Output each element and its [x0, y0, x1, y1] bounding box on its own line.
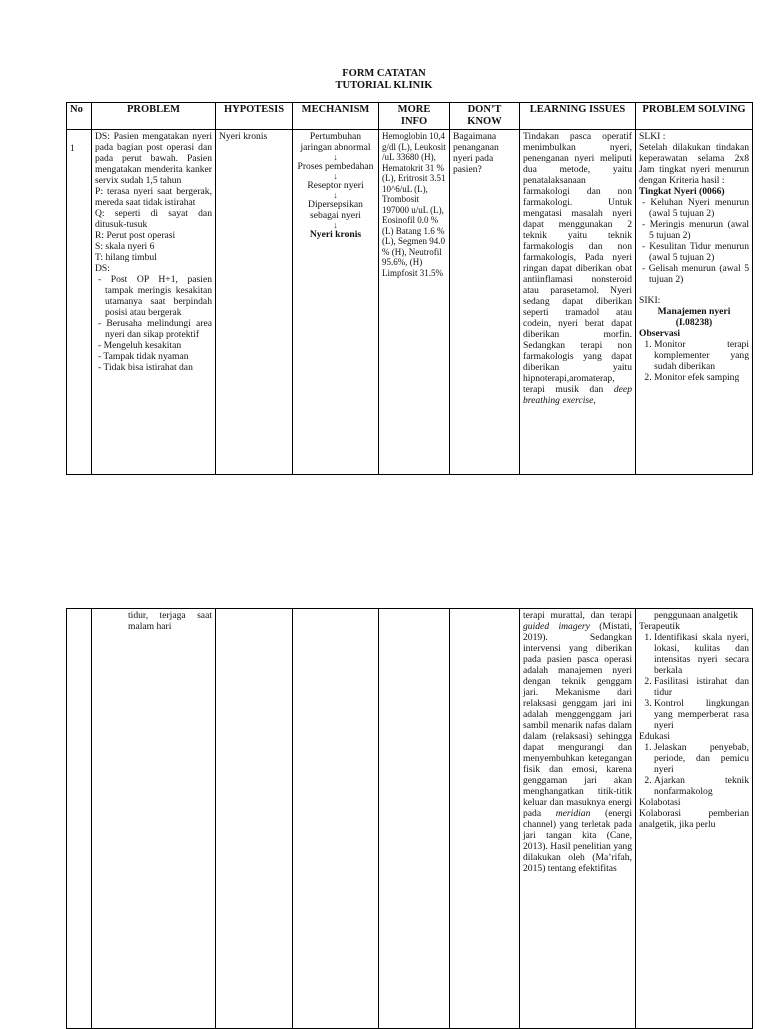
more-info-cell: Hemoglobin 10,4 g/dl (L), Leukosit /uL 33680 (H), Hematokrit 31 %(L), Eritrosit 3.51 10^6/uL (L), Trombosit 197000 u/uL (L), Eosinofil 0.0 % (L) Batang 1.6 % (L), Segmen 94.0 % (H), Neutrofil 95.6%, (H) Limpfosit 31.5% [379, 130, 450, 475]
problem-cell [92, 130, 216, 475]
problem-solving-cell-cont [636, 609, 753, 1029]
mechanism-step-4: Dipersepsikan sebagai nyeri [308, 199, 363, 221]
problem-cont-text: tidur, terjaga saat malam hari [128, 610, 212, 632]
observasi-item: 2. Monitor efek samping [654, 372, 749, 383]
learning-issues-cell [520, 130, 636, 475]
slki-label: SLKI : [639, 131, 666, 142]
learning-text-italic: deep breathing exercise, [523, 384, 632, 406]
dont-know-cell: Bagaimana penanganan nyeri pada pasien? [450, 130, 520, 475]
learning-cont-a: terapi murattal, dan terapi [523, 610, 632, 621]
problem-cell-cont [92, 609, 216, 1029]
mechanism-step-1: Pertumbuhan jaringan abnormal [300, 131, 371, 153]
header-more-info: MORE INFO [379, 103, 450, 130]
more-info-cell-empty [379, 609, 450, 1029]
learning-cont-b-italic: meridian [555, 808, 591, 819]
mechanism-step-2: Proses pembedahan [297, 161, 374, 172]
observasi-label: Observasi [639, 328, 681, 339]
down-arrow-icon: ↓ [333, 171, 338, 181]
terapeutik-label: Terapeutik [639, 621, 680, 632]
kolaborasi-text: Kolaborasi pemberian analgetik, jika perlu [639, 808, 749, 830]
criteria-item: - Keluhan Nyeri menurun (awal 5 tujuan 2) [649, 197, 749, 219]
slki-text: Setelah dilakukan tindakan keperawatan selama 2x8 Jam tingkat nyeri menurun dengan Kriteria hasil : [639, 142, 749, 186]
observasi-item: 1. Monitor terapi komplementer yang sudah diberikan [654, 339, 749, 372]
edukasi-item: 1. Jelaskan penyebab, periode, dan pemicu nyeri [654, 742, 749, 775]
criteria-item: - Gelisah menurun (awal 5 tujuan 2) [649, 263, 749, 285]
mechanism-step-5: Nyeri kronis [309, 229, 362, 240]
solving-cont: penggunaan analgetik [654, 610, 738, 621]
problem-item: - Berusaha melindungi area nyeri dan sikap protektif [105, 318, 212, 340]
tutorial-table-page1 [66, 102, 753, 475]
mechanism-step-3: Reseptor nyeri [307, 180, 364, 191]
problem-item: - Tidak bisa istirahat dan [105, 362, 212, 373]
header-mechanism: MECHANISM [293, 103, 379, 130]
siki-label: SIKI: [639, 295, 661, 306]
form-title-line2: TUTORIAL KLINIK [335, 80, 433, 91]
dont-know-cell-empty [450, 609, 520, 1029]
header-problem: PROBLEM [92, 103, 216, 130]
problem-item: - Mengeluh kesakitan [105, 340, 212, 351]
header-no: No [67, 103, 92, 130]
problem-item: - Post OP H+1, pasien tampak meringis kesakitan utamanya saat berpindah posisi atau bergerak [105, 274, 212, 318]
down-arrow-icon: ↓ [333, 190, 338, 200]
criteria-item: - Meringis menurun (awal 5 tujuan 2) [649, 219, 749, 241]
problem-item: - Tampak tidak nyaman [105, 351, 212, 362]
header-problem-solving: PROBLEM SOLVING [636, 103, 753, 130]
problem-p: P: terasa nyeri saat bergerak, mereda saat tidak istirahat [95, 186, 212, 208]
hypotesis-cell-empty [216, 609, 293, 1029]
form-title-line1: FORM CATATAN [342, 68, 426, 79]
problem-t: T: hilang timbul [95, 252, 157, 263]
down-arrow-icon: ↓ [333, 220, 338, 230]
edukasi-label: Edukasi [639, 731, 670, 742]
terapeutik-item: 1. Identifikasi skala nyeri, lokasi, kulitas dan intensitas nyeri secara berkala [654, 632, 749, 676]
header-hypotesis: HYPOTESIS [216, 103, 293, 130]
terapeutik-item: 3. Kontrol lingkungan yang memperberat rasa nyeri [654, 698, 749, 731]
learning-cont-a-italic: guided imagery [523, 621, 590, 632]
row-number: 1 [67, 130, 92, 475]
problem-s: S: skala nyeri 6 [95, 241, 155, 252]
header-dont-know: DON’T KNOW [450, 103, 520, 130]
problem-ds2: DS: [95, 263, 110, 274]
problem-solving-cell [636, 130, 753, 475]
problem-q: Q: seperti di sayat dan ditusuk-tusuk [95, 208, 212, 230]
problem-r: R: Perut post operasi [95, 230, 176, 241]
learning-text: Tindakan pasca operatif menimbulkan nyeri, penenganan nyeri meliputi dua metode, yaitu penatalaksanaan farmakologi dan non farmakologi. Untuk mengatasi masalah nyeri dapat menggunakan 2 teknik yaitu teknik farmakologis dan non farmakologis, Pada nyeri ringan dapat diberikan obat antiinflamasi nonsteroid atau parasetamol. Nyeri sedang dapat diberikan seperti tramadol atau codein, nyeri berat dapat diberikan morfin. Sedangkan terapi non farmakologis yang dapat diberikan yaitu hipnoterapi,aromaterap, terapi musik dan [523, 131, 632, 395]
learning-cont-c: (energi channel) yang terletak pada jari tangan kita (Cane, 2013). Hasil penelitian yang dilakukan oleh (Ma’rifah, 2015) tentang efektifitas [523, 808, 632, 874]
mechanism-cell-empty [293, 609, 379, 1029]
row-number-empty [67, 609, 92, 1029]
down-arrow-icon: ↓ [333, 152, 338, 162]
learning-cont-b: (Mistati, 2019). Sedangkan intervensi yang diberikan pada pasien pasca operasi adalah manajemen nyeri dengan teknik genggam jari. Mekanisme dari relaksasi genggam jari ini adalah menggenggam jari sambil menarik nafas dalam dalam (relaksasi) sehingga dapat mengurangi dan menyembuhkan ketegangan fisik dan emosi, karena genggaman jari akan menghangatkan titik-titik keluar dan masuknya energi pada [523, 621, 632, 819]
hypotesis-cell: Nyeri kronis [216, 130, 293, 475]
problem-ds-intro: DS: Pasien mengatakan nyeri pada bagian post operasi dan pada perut bawah. Pasien mengatakan menderita kanker servix sudah 1,5 tahun [95, 131, 212, 186]
learning-issues-cell-cont [520, 609, 636, 1029]
kolabotasi-label: Kolabotasi [639, 797, 681, 808]
tingkat-nyeri: Tingkat Nyeri (0066) [639, 186, 725, 197]
header-learning-issues: LEARNING ISSUES [520, 103, 636, 130]
tutorial-table-page2 [66, 608, 753, 1029]
manajemen-nyeri: Manajemen nyeri (I.08238) [657, 306, 731, 328]
mechanism-cell [293, 130, 379, 475]
terapeutik-item: 2. Fasilitasi istirahat dan tidur [654, 676, 749, 698]
edukasi-item: 2. Ajarkan teknik nonfarmakolog [654, 775, 749, 797]
criteria-item: - Kesulitan Tidur menurun (awal 5 tujuan 2) [649, 241, 749, 263]
